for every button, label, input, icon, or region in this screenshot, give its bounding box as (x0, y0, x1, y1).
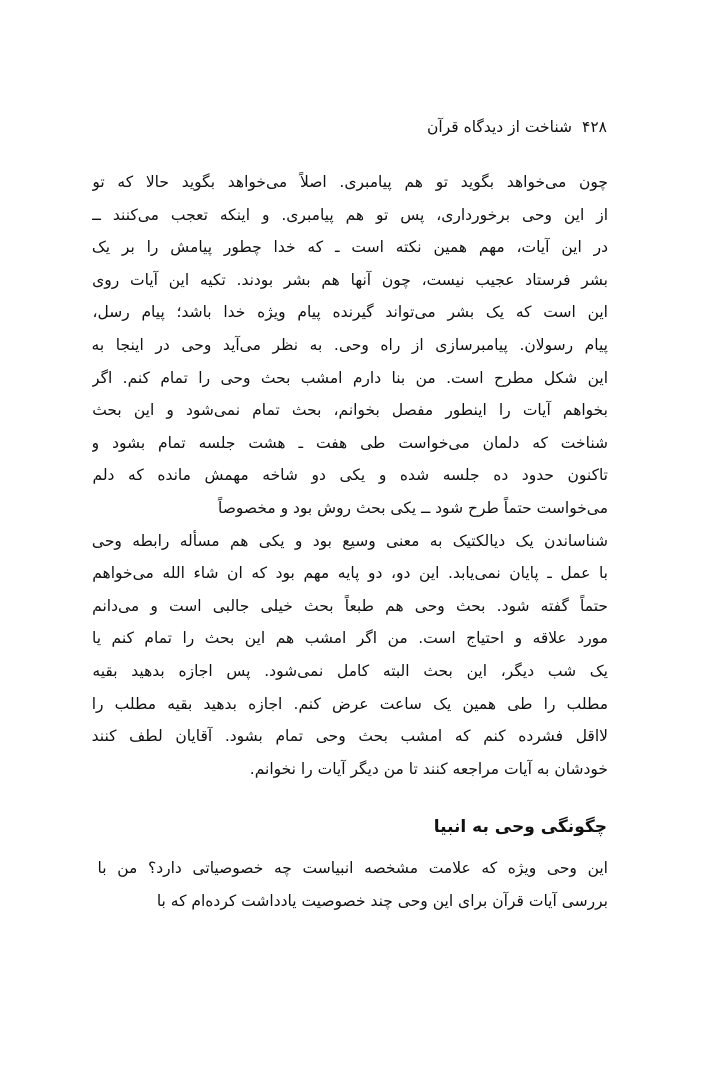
text-line: بررسی آیات قرآن برای این وحی چند خصوصیت یادداشت کرده‌ام که با (156, 891, 608, 910)
text-line: بخواهم آیات را اینطور مفصل بخوانم، بحث تمام نمی‌شود و این بحث (92, 401, 608, 420)
text-line: این شکل مطرح است. من بنا دارم امشب بحث وحی را تمام کنم. اگر (92, 368, 608, 387)
text-line: تاکنون حدود ده جلسه شده و یکی دو شاخه مهمش مانده که دلم (92, 466, 608, 485)
text-line: این وحی ویژه که علامت مشخصه انبیاست چه خصوصیاتی دارد؟ من با (97, 859, 608, 877)
page-header (427, 118, 607, 136)
text-line: می‌خواست حتماً طرح شود ــ یکی بحث روش بود و مخصوصاً (218, 498, 608, 517)
text-line: خودشان به آیات مراجعه کنند تا من دیگر آیات را نخوانم. (249, 759, 608, 778)
text-line: حتماً گفته شود. بحث وحی هم طبعاً بحث خیلی جالبی است و می‌دانم (92, 596, 608, 615)
text-line: لااقل فشرده کنم که امشب بحث وحی تمام بشود. آقایان لطف کنند (92, 727, 608, 746)
section-heading: چگونگی وحی به انبیا (433, 817, 607, 837)
text-line: بشر فرستاد عجیب نیست، چون آنها هم بشر بودند. تکیه این آیات روی (92, 270, 608, 289)
text-line: از این وحی برخورداری، پس تو هم پیامبری. و اینکه تعجب می‌کنند ــ (92, 205, 608, 224)
text-line: مطلب را طی همین یک ساعت عرض کنم. اجازه بدهید بقیه مطلب را (92, 694, 608, 713)
text-line: با عمل ـ پایان نمی‌یابد. این دو، دو پایه مهم بود که ان شاء الله می‌خواهم (92, 564, 608, 583)
main-paragraph (92, 166, 608, 785)
page-number: ۴۲۸ (582, 118, 607, 136)
text-line: چون می‌خواهد بگوید تو هم پیامبری. اصلاً می‌خواهد بگوید حالا که تو (92, 173, 608, 191)
text-line: یک شب دیگر، این بحث البته کامل نمی‌شود. پس اجازه بدهید بقیه (92, 661, 608, 680)
text-line: پیام رسولان. پیامبرسازی از راه وحی. به نظر می‌آید وحی در اینجا به (92, 335, 608, 354)
text-line: شناساندن یک دیالکتیک به معنی وسیع بود و یکی هم مسأله رابطه وحی (92, 531, 608, 550)
section-paragraph (92, 852, 608, 917)
running-title: شناخت از دیدگاه قرآن (427, 118, 573, 136)
text-line: شناخت که دلمان می‌خواست طی هفت ـ هشت جلسه تمام بشود و (92, 433, 608, 452)
text-line: این است که یک بشر می‌تواند گیرنده پیام ویژه خدا باشد؛ پیام رسل، (92, 303, 608, 322)
text-line: در این آیات، مهم همین نکته است ـ که خدا چطور پیامش را بر یک (92, 238, 608, 257)
text-line: مورد علاقه و احتیاج است. من اگر امشب هم این بحث را تمام کنم یا (92, 629, 608, 648)
